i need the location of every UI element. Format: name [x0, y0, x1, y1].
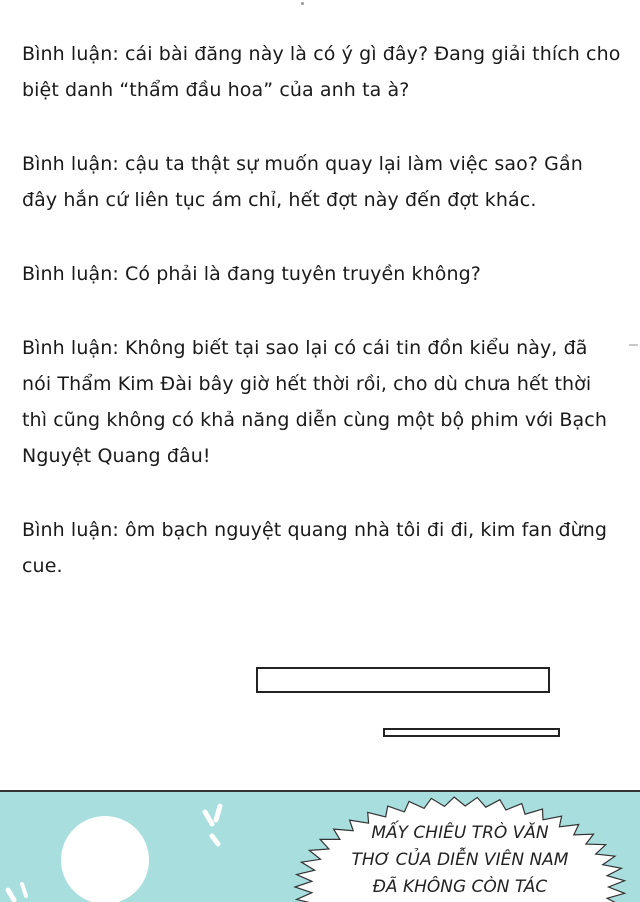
- white-circle-decoration: [61, 816, 149, 902]
- sparkle-stroke: [22, 884, 26, 896]
- bubble-line-1: MẤY CHIÊU TRÒ VĂN: [371, 823, 549, 843]
- sparkle-stroke: [212, 836, 218, 844]
- sparkle-stroke: [205, 812, 212, 824]
- sparkle-stroke: [216, 806, 220, 820]
- comment-5: Bình luận: ôm bạch nguyệt quang nhà tôi đi đi, kim fan đừng cue.: [22, 519, 608, 577]
- comment-3: Bình luận: Có phải là đang tuyên truyền không?: [22, 263, 481, 285]
- bubble-line-3: ĐÃ KHÔNG CÒN TÁC: [372, 877, 548, 897]
- comment-list: [22, 36, 622, 584]
- comment-4: Bình luận: Không biết tại sao lại có cái tin đồn kiểu này, đã nói Thẩm Kim Đài bây giờ hết thời rồi, cho dù chưa hết thời thì cũng không có khả năng diễn cùng một bộ phim với Bạch Nguyệt Quang đâu!: [22, 337, 607, 467]
- sparkle-stroke: [8, 890, 14, 900]
- comment-1: Bình luận: cái bài đăng này là có ý gì đây? Đang giải thích cho biệt danh “thẩm đầu hoa” của anh ta à?: [22, 43, 621, 101]
- comic-panel: [0, 790, 640, 902]
- speech-bubble-text: [320, 820, 600, 901]
- comment-2: Bình luận: cậu ta thật sự muốn quay lại làm việc sao? Gần đây hắn cứ liên tục ám chỉ, hết đợt này đến đợt khác.: [22, 153, 583, 211]
- empty-box-narrow: [383, 728, 560, 737]
- empty-box-wide: [256, 667, 550, 693]
- page-side-mark: [629, 344, 638, 346]
- bubble-line-2: THƠ CỦA DIỄN VIÊN NAM: [351, 850, 569, 870]
- page-top-mark: [301, 2, 304, 5]
